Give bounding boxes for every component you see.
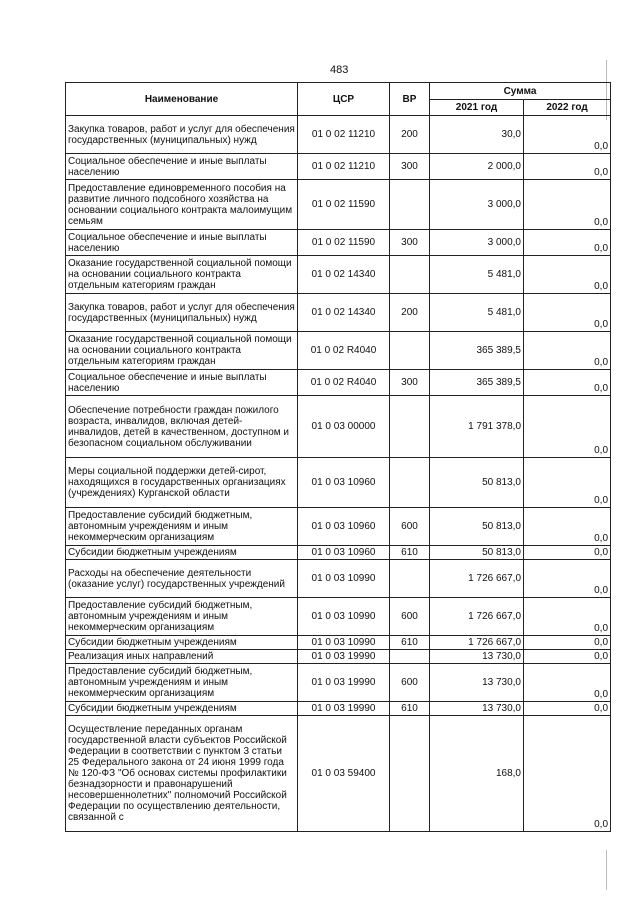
row-sum-2021: 1 726 667,0	[430, 560, 524, 598]
row-name: Оказание государственной социальной помощи на основании социального контракта отдельным категориям граждан	[66, 256, 298, 294]
row-vr: 600	[390, 508, 430, 546]
table-row	[66, 294, 611, 332]
row-sum-2022: 0,0	[524, 546, 611, 560]
row-vr: 600	[390, 664, 430, 702]
row-csr: 01 0 02 11210	[298, 154, 390, 180]
row-sum-2022: 0,0	[524, 294, 611, 332]
table-row	[66, 650, 611, 664]
row-name: Закупка товаров, работ и услуг для обеспечения государственных (муниципальных) нужд	[66, 294, 298, 332]
header-2022: 2022 год	[524, 100, 611, 116]
row-sum-2021: 50 813,0	[430, 458, 524, 508]
row-sum-2021: 13 730,0	[430, 650, 524, 664]
row-name: Расходы на обеспечение деятельности (оказание услуг) государственных учреждений	[66, 560, 298, 598]
table-header	[66, 83, 611, 116]
row-name: Обеспечение потребности граждан пожилого возраста, инвалидов, включая детей-инвалидов, детей в качественном, доступном и безопасном социальном обслуживании	[66, 396, 298, 458]
row-csr: 01 0 03 00000	[298, 396, 390, 458]
row-name: Социальное обеспечение и иные выплаты населению	[66, 230, 298, 256]
row-name: Реализация иных направлений	[66, 650, 298, 664]
row-vr: 200	[390, 116, 430, 154]
row-sum-2021: 30,0	[430, 116, 524, 154]
row-sum-2021: 5 481,0	[430, 294, 524, 332]
row-sum-2021: 13 730,0	[430, 664, 524, 702]
row-name: Социальное обеспечение и иные выплаты населению	[66, 154, 298, 180]
row-sum-2022: 0,0	[524, 458, 611, 508]
row-name: Предоставление единовременного пособия на развитие личного подсобного хозяйства на основании социального контракта малоимущим семьям	[66, 180, 298, 230]
row-vr	[390, 332, 430, 370]
table-row	[66, 636, 611, 650]
row-csr: 01 0 03 10990	[298, 636, 390, 650]
row-sum-2021: 1 726 667,0	[430, 636, 524, 650]
row-vr: 200	[390, 294, 430, 332]
table-row	[66, 598, 611, 636]
row-csr: 01 0 02 11210	[298, 116, 390, 154]
row-name: Оказание государственной социальной помощи на основании социального контракта отдельным категориям граждан	[66, 332, 298, 370]
table-row	[66, 546, 611, 560]
row-csr: 01 0 02 11590	[298, 230, 390, 256]
row-csr: 01 0 03 10960	[298, 458, 390, 508]
table-row	[66, 702, 611, 716]
row-vr: 610	[390, 702, 430, 716]
table-row	[66, 332, 611, 370]
table-row	[66, 230, 611, 256]
row-name: Осуществление переданных органам государственной власти субъектов Российской Федерации в соответствии с пунктом 3 статьи 25 Федерального закона от 24 июня 1999 года № 120-ФЗ "Об основах системы профилактики безнадзорности и правонарушений несовершеннолетних" полномочий Российской Федерации по осуществлению деятельности, связанной с	[66, 716, 298, 832]
row-sum-2022: 0,0	[524, 560, 611, 598]
row-sum-2022: 0,0	[524, 154, 611, 180]
row-sum-2021: 5 481,0	[430, 256, 524, 294]
row-sum-2021: 13 730,0	[430, 702, 524, 716]
budget-table-wrapper	[65, 82, 610, 832]
table-row	[66, 508, 611, 546]
row-sum-2021: 3 000,0	[430, 180, 524, 230]
row-sum-2022: 0,0	[524, 230, 611, 256]
row-name: Субсидии бюджетным учреждениям	[66, 546, 298, 560]
budget-table	[65, 82, 611, 832]
row-csr: 01 0 03 59400	[298, 716, 390, 832]
row-sum-2021: 168,0	[430, 716, 524, 832]
row-vr	[390, 256, 430, 294]
row-sum-2022: 0,0	[524, 116, 611, 154]
row-sum-2022: 0,0	[524, 650, 611, 664]
row-vr: 610	[390, 636, 430, 650]
row-name: Меры социальной поддержки детей-сирот, находящихся в государственных организациях (учреждениях) Курганской области	[66, 458, 298, 508]
row-sum-2021: 3 000,0	[430, 230, 524, 256]
row-csr: 01 0 03 19990	[298, 650, 390, 664]
row-name: Предоставление субсидий бюджетным, автономным учреждениям и иным некоммерческим организациям	[66, 508, 298, 546]
row-csr: 01 0 03 10990	[298, 598, 390, 636]
row-sum-2022: 0,0	[524, 256, 611, 294]
row-sum-2021: 365 389,5	[430, 370, 524, 396]
row-name: Субсидии бюджетным учреждениям	[66, 702, 298, 716]
row-sum-2022: 0,0	[524, 716, 611, 832]
row-sum-2022: 0,0	[524, 508, 611, 546]
row-csr: 01 0 02 11590	[298, 180, 390, 230]
row-name: Закупка товаров, работ и услуг для обеспечения государственных (муниципальных) нужд	[66, 116, 298, 154]
table-row	[66, 154, 611, 180]
table-row	[66, 716, 611, 832]
header-vr: ВР	[390, 83, 430, 116]
row-vr: 300	[390, 370, 430, 396]
row-csr: 01 0 02 R4040	[298, 332, 390, 370]
table-row	[66, 458, 611, 508]
scan-artifact-right-lower	[606, 850, 607, 890]
row-sum-2021: 1 726 667,0	[430, 598, 524, 636]
row-name: Предоставление субсидий бюджетным, автономным учреждениям и иным некоммерческим организациям	[66, 664, 298, 702]
row-csr: 01 0 03 10990	[298, 560, 390, 598]
row-sum-2022: 0,0	[524, 396, 611, 458]
header-name: Наименование	[66, 83, 298, 116]
row-name: Социальное обеспечение и иные выплаты населению	[66, 370, 298, 396]
row-sum-2021: 2 000,0	[430, 154, 524, 180]
row-vr: 300	[390, 230, 430, 256]
table-row	[66, 180, 611, 230]
row-sum-2021: 50 813,0	[430, 546, 524, 560]
row-sum-2022: 0,0	[524, 370, 611, 396]
row-sum-2022: 0,0	[524, 180, 611, 230]
row-csr: 01 0 03 10960	[298, 546, 390, 560]
table-row	[66, 396, 611, 458]
row-csr: 01 0 03 10960	[298, 508, 390, 546]
header-csr: ЦСР	[298, 83, 390, 116]
row-vr	[390, 180, 430, 230]
row-csr: 01 0 03 19990	[298, 664, 390, 702]
row-sum-2022: 0,0	[524, 702, 611, 716]
row-sum-2022: 0,0	[524, 598, 611, 636]
row-vr: 300	[390, 154, 430, 180]
table-row	[66, 256, 611, 294]
row-csr: 01 0 02 14340	[298, 256, 390, 294]
table-row	[66, 664, 611, 702]
row-vr: 600	[390, 598, 430, 636]
table-body	[66, 116, 611, 832]
row-csr: 01 0 02 R4040	[298, 370, 390, 396]
row-vr	[390, 650, 430, 664]
row-csr: 01 0 02 14340	[298, 294, 390, 332]
row-csr: 01 0 03 19990	[298, 702, 390, 716]
page-number: 483	[330, 64, 349, 76]
row-vr	[390, 396, 430, 458]
header-sum: Сумма	[430, 83, 611, 100]
row-sum-2021: 1 791 378,0	[430, 396, 524, 458]
row-vr	[390, 716, 430, 832]
table-row	[66, 116, 611, 154]
row-sum-2022: 0,0	[524, 664, 611, 702]
row-sum-2022: 0,0	[524, 636, 611, 650]
row-sum-2021: 50 813,0	[430, 508, 524, 546]
row-vr	[390, 560, 430, 598]
table-row	[66, 370, 611, 396]
row-sum-2022: 0,0	[524, 332, 611, 370]
row-name: Субсидии бюджетным учреждениям	[66, 636, 298, 650]
row-sum-2021: 365 389,5	[430, 332, 524, 370]
row-vr	[390, 458, 430, 508]
row-name: Предоставление субсидий бюджетным, автономным учреждениям и иным некоммерческим организациям	[66, 598, 298, 636]
table-row	[66, 560, 611, 598]
header-2021: 2021 год	[430, 100, 524, 116]
row-vr: 610	[390, 546, 430, 560]
